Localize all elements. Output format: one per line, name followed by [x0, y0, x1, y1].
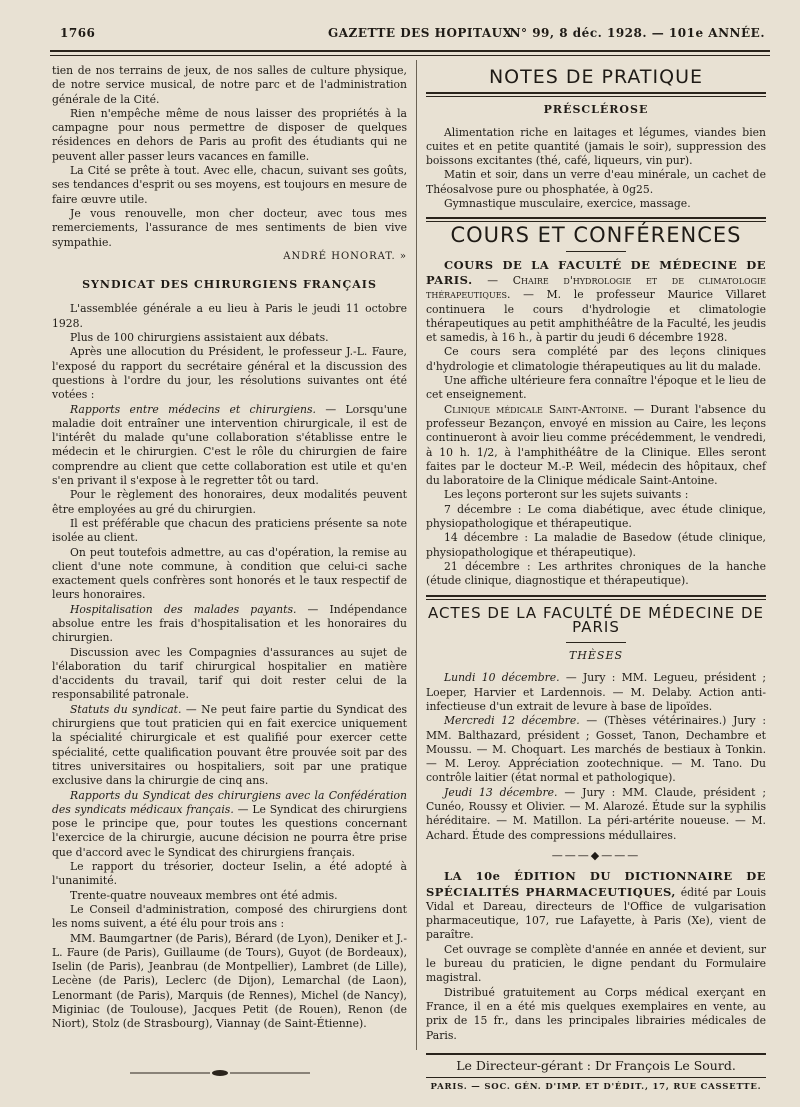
paragraph-text: — Jury : MM. Legueu, président ; Loeper, Harvier et Lardennois. — M. Delaby. Action anti-infectieuse d'un extrait de levure à base de lipoïdes. [426, 671, 766, 713]
clinic-heading: Clinique médicale Saint-Antoine. [444, 402, 628, 416]
actes-title: ACTES DE LA FACULTÉ DE MÉDECINE DE PARIS [428, 603, 764, 636]
paragraph: Une affiche ultérieure fera connaître l'époque et le lieu de cet enseignement. [426, 374, 766, 402]
paragraph-text: — Ne peut faire partie du Syndicat des chirurgiens que tout praticien qui en fait exercice uniquement la spécialité chirurgicale et est qualifié pour exercer cette spécialité, cette qualification pouvant être prouvée soit par des titres universitaires ou hospitaliers, soit par une pratique exclusive dans la chirurgie de cinq ans. [52, 702, 407, 788]
thesis-date: Mercredi 12 décembre. [444, 714, 580, 728]
course-chair: Chaire d'hydrologie et de climatologie thérapeutiques. [426, 273, 766, 302]
divider [426, 595, 766, 600]
paragraph-text: — Lorsqu'une maladie doit entraîner une intervention chirurgicale, il est de l'intérêt du malade qu'une collaboration s'établisse entre le médecin et le chirurgien. C'est le rôle du chirurgien de faire comprendre au client que cette collaboration est utile et qu'en s'en privant il s'expose à le regretter tôt ou tard. [52, 402, 407, 488]
notes-title: NOTES DE PRATIQUE [488, 66, 704, 88]
thesis-date: Lundi 10 décembre. [444, 671, 560, 685]
paragraph [52, 703, 407, 789]
paragraph-text: — (Thèses vétérinaires.) Jury : MM. Balthazard, président ; Gosset, Tanon, Dechambre et Moussu. — M. Choquart. Les marchés de bestiaux à Tonkin. — M. Leroy. Appréciation zootechnique. — M. Tano. Du contrôle laitier (état normal et pathologique). [426, 714, 767, 785]
ornament-divider [130, 1068, 310, 1078]
paragraph [52, 403, 407, 489]
issue-info: N° 99, 8 déc. 1928. — 101e ANNÉE. [509, 26, 765, 40]
course-heading: COURS DE LA FACULTÉ DE MÉDECINE DE PARIS. [426, 257, 766, 287]
paragraph-text: — M. le professeur Maurice Villaret continuera le cours d'hydrologie et climatologie thérapeutiques au petit amphithéâtre de la Faculté, les jeudis et samedis, à 16 h., à partir du jeudi 6 décembre 1928. [426, 288, 766, 345]
paragraph [426, 786, 766, 843]
paragraph: On peut toutefois admettre, au cas d'opération, la remise au client d'une note commune, à condition que celui-ci sache exactement quels confrères sont honorés et le taux respectif de leurs honoraires. [52, 545, 407, 602]
divider [566, 251, 626, 252]
paragraph: Matin et soir, dans un verre d'eau minérale, un cachet de Théosalvose pure ou phosphatée, à 0g25. [426, 168, 766, 196]
divider [426, 217, 766, 222]
paragraph: Pour le règlement des honoraires, deux modalités peuvent être employées au gré du chirurgien. [52, 488, 407, 516]
paragraph: Distribué gratuitement au Corps médical exerçant en France, il en a été mis quelques exemplaires en vente, au prix de 15 fr., dans les principales librairies médicales de Paris. [426, 985, 766, 1042]
header-rule [50, 50, 770, 52]
paragraph-text: — Durant l'absence du professeur Bezançon, envoyé en mission au Caire, les leçons continueront à avoir lieu comme précédemment, le vendredi, à 10 h. 1/2, à l'amphithéâtre de la Clinique. Elles seront faites par le docteur M.-P. Weil, médecin des hôpitaux, chef du laboratoire de la Clinique médicale Saint-Antoine. [426, 402, 767, 488]
column-divider [416, 60, 417, 1050]
subheading: Hospitalisation des malades payants. [70, 602, 297, 616]
right-column [426, 64, 766, 1094]
paragraph: Après une allocution du Président, le professeur J.-L. Faure, l'exposé du rapport du secrétaire général et la discussion des questions à l'ordre du jour, les résolutions suivantes ont été votées : [52, 345, 407, 402]
thesis-date: Jeudi 13 décembre. [444, 785, 558, 799]
paragraph [426, 869, 766, 942]
paragraph: Trente-quatre nouveaux membres ont été admis. [70, 888, 338, 902]
footer [426, 1053, 766, 1095]
paragraph: 14 décembre : La maladie de Basedow (étude clinique, physiopathologique et thérapeutique). [426, 531, 766, 559]
paragraph: Le Conseil d'administration, composé des chirurgiens dont les noms suivent, a été élu pour trois ans : [52, 902, 407, 931]
paragraph: 7 décembre : Le coma diabétique, avec étude clinique, physiopathologique et thérapeutique. [426, 502, 766, 531]
presclerose-title: PRÉSCLÉROSE [543, 103, 649, 117]
paragraph: tien de nos terrains de jeux, de nos salles de culture physique, de notre service musical, de notre parc et de l'administration générale de la Cité. [52, 64, 407, 106]
paragraph: Il est préférable que chacun des praticiens présente sa note isolée au client. [52, 516, 407, 545]
paragraph-text: — Jury : MM. Claude, président ; Cunéo, Roussy et Olivier. — M. Alarozé. Étude sur la syphilis héréditaire. — M. Matillon. La péri-artérite noueuse. — M. Achard. Étude des compressions médullaires. [426, 785, 766, 842]
header-rule-thin [50, 55, 770, 56]
paragraph: La Cité se prête à tout. Avec elle, chacun, suivant ses goûts, ses tendances d'esprit ou ses moyens, est toujours en mesure de faire œuvre utile. [52, 164, 407, 206]
signature: ANDRÉ HONORAT. » [283, 250, 407, 262]
page-header [60, 26, 765, 46]
subheading: Statuts du syndicat. [70, 702, 182, 716]
paragraph: 21 décembre : Les arthrites chroniques de la hanche (étude clinique, diagnostique et thérapeutique). [426, 559, 766, 588]
paragraph: Gymnastique musculaire, exercice, massage. [444, 197, 691, 211]
paragraph [52, 789, 407, 860]
page-number: 1766 [60, 26, 96, 40]
director-line: Le Directeur-gérant : Dr François Le Sourd. [456, 1057, 736, 1073]
paragraph: COURS DE LA FACULTÉ DE MÉDECINE DE PARIS. — Chaire d'hydrologie et de climatologie thérapeutiques. — M. le professeur Maurice Villaret continuera le cours d'hydrologie et climatologie thérapeutiques au petit amphithéâtre de la Faculté, les jeudis et samedis, à 16 h., à partir du jeudi 6 décembre 1928. [426, 257, 766, 345]
paragraph: Ce cours sera complété par des leçons cliniques d'hydrologie et climatologie thérapeutiques au lit du malade. [426, 345, 766, 373]
left-column [52, 64, 407, 1032]
paragraph-text: édité par Louis Vidal et Dareau, directeurs de l'Office de vulgarisation pharmaceutique, 107, rue Lafayette, à Paris (Xe), vient de paraître. [426, 885, 766, 942]
subheading: Rapports du Syndicat des chirurgiens avec la Confédération des syndicats médicaux français. [52, 788, 407, 816]
paragraph [52, 603, 407, 646]
divider [426, 92, 766, 97]
paragraph: Le rapport du trésorier, docteur Iselin, a été adopté à l'unanimité. [52, 860, 407, 888]
paragraph: MM. Baumgartner (de Paris), Bérard (de Lyon), Deniker et J.-L. Faure (de Paris), Guillaume (de Tours), Guyot (de Bordeaux), Iselin (de Paris), Jeanbrau (de Montpellier), Lambret (de Lille), Lecène (de Paris), Leclerc (de Dijon), Lemarchal (de Laon), Lenormant (de Paris), Marquis (de Rennes), Michel (de Nancy), Miginiac (de Toulouse), Jacques Petit (de Rouen), Renon (de Niort), Stolz (de Strasbourg), Viannay (de Saint-Étienne). [52, 931, 407, 1031]
theses-title: THÈSES [568, 649, 624, 663]
paragraph [426, 671, 766, 714]
paragraph: Alimentation riche en laitages et légumes, viandes bien cuites et en petite quantité (jamais le soir), suppression des boissons excitantes (thé, café, liqueurs, vin pur). [426, 125, 766, 168]
imprint-line: PARIS. — SOC. GÉN. D'IMP. ET D'ÉDIT., 17, RUE CASSETTE. [426, 1077, 766, 1094]
paragraph-text: — Indépendance absolue entre les frais d'hospitalisation et les honoraires du chirurgien. [52, 602, 407, 645]
subheading: Rapports entre médecins et chirurgiens. [70, 402, 316, 416]
section-title-syndicat: SYNDICAT DES CHIRURGIENS FRANÇAIS [82, 278, 377, 292]
paragraph [426, 403, 766, 489]
paragraph: L'assemblée générale a eu lieu à Paris le jeudi 11 octobre 1928. [52, 302, 407, 330]
paragraph: Rien n'empêche même de nous laisser des propriétés à la campagne pour nous permettre de disposer de quelques résidences en dehors de Paris au profit des étudiants qui ne peuvent aller passer leurs vacances en famille. [52, 106, 407, 163]
divider [566, 642, 626, 643]
paragraph-text: — Le Syndicat des chirurgiens pose le principe que, pour toutes les questions concernant l'exercice de la chirurgie, aucune décision ne pourra être prise que d'accord avec le Syndicat des chirurgiens français. [52, 802, 407, 859]
paragraph: Discussion avec les Compagnies d'assurances au sujet de l'élaboration du tarif chirurgical hospitalier en matière d'accidents du travail, tarif qui doit rester celui de la responsabilité patronale. [52, 645, 407, 702]
dictionary-heading: LA 10e ÉDITION DU DICTIONNAIRE DE SPÉCIALITÉS PHARMACEUTIQUES, [426, 869, 766, 899]
ornament-divider: ———◆——— [551, 848, 641, 862]
cours-title: COURS ET CONFÉRENCES [450, 223, 742, 248]
paragraph: Cet ouvrage se complète d'année en année et devient, sur le bureau du praticien, le digne pendant du Formulaire magistral. [426, 942, 766, 985]
paragraph: Plus de 100 chirurgiens assistaient aux débats. [70, 331, 329, 345]
journal-title: GAZETTE DES HOPITAUX [328, 26, 513, 40]
paragraph [426, 714, 766, 785]
paragraph: Les leçons porteront sur les sujets suivants : [444, 488, 689, 502]
paragraph: Je vous renouvelle, mon cher docteur, avec tous mes remerciements, l'assurance de mes sentiments de bien vive sympathie. [52, 206, 407, 249]
